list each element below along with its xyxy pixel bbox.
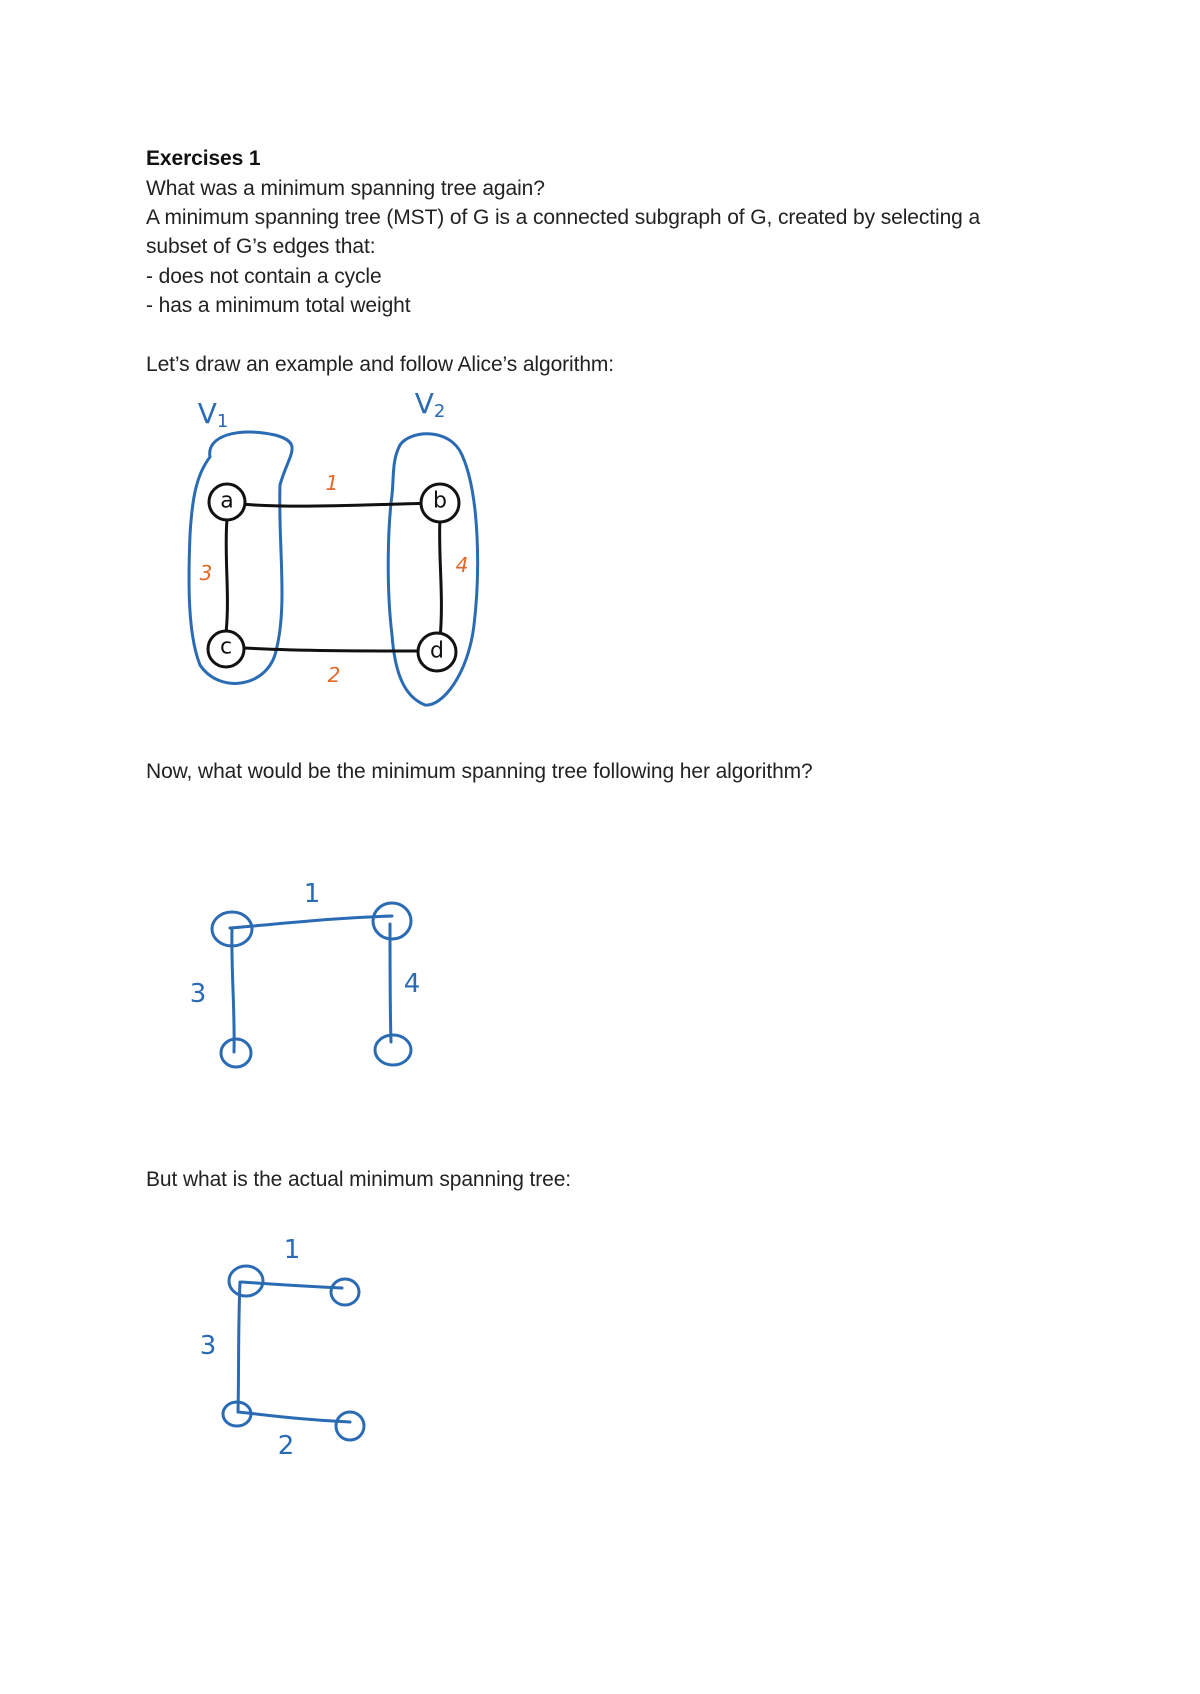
actual-edge-bottom <box>238 1412 350 1422</box>
weight-a-b: 1 <box>325 471 339 495</box>
alice-node-top-right <box>373 903 411 939</box>
actual-weight-left: 3 <box>199 1331 217 1361</box>
actual-weight-top: 1 <box>283 1235 301 1265</box>
set-v1-label <box>198 397 229 432</box>
node-a-label: a <box>220 488 234 514</box>
weight-b-d: 4 <box>455 553 469 577</box>
exercise-title: Exercises 1 <box>146 147 261 170</box>
edge-a-c <box>226 519 227 633</box>
alice-edge-right <box>390 924 391 1042</box>
actual-question: But what is the actual minimum spanning tree: <box>146 1168 572 1191</box>
alice-node-bottom-right <box>375 1035 411 1065</box>
set-v2-label <box>415 387 446 422</box>
actual-tree-figure <box>180 1235 400 1470</box>
node-d-label: d <box>430 638 444 664</box>
actual-edge-top <box>242 1282 342 1288</box>
set-v1-letter: V <box>197 396 217 430</box>
definition-line-2: subset of G’s edges that: <box>146 235 376 258</box>
set-v2-letter: V <box>414 386 434 420</box>
actual-node-top-right <box>331 1279 359 1305</box>
node-c-label: c <box>219 634 233 660</box>
edge-b-d <box>440 519 442 639</box>
example-intro: Let’s draw an example and follow Alice’s algorithm: <box>146 353 615 376</box>
actual-weight-bottom: 2 <box>277 1431 295 1461</box>
alice-tree-figure <box>180 880 440 1090</box>
edge-a-b <box>228 503 438 506</box>
bullet-min-weight: - has a minimum total weight <box>146 294 411 317</box>
weight-c-d: 2 <box>327 663 341 687</box>
alice-node-bottom-left <box>221 1039 251 1067</box>
set-v2-subscript: 2 <box>433 400 446 422</box>
alice-edge-top <box>230 916 392 928</box>
edge-c-d <box>244 648 422 651</box>
example-graph-figure <box>180 386 520 725</box>
actual-edge-left <box>238 1282 240 1412</box>
definition-line-1: A minimum spanning tree (MST) of G is a connected subgraph of G, created by selecting a <box>146 206 981 229</box>
weight-a-c: 3 <box>199 561 213 585</box>
bullet-no-cycle: - does not contain a cycle <box>146 265 382 288</box>
alice-weight-top: 1 <box>303 879 321 909</box>
followup-question: Now, what would be the minimum spanning tree following her algorithm? <box>146 760 813 783</box>
set-v1-subscript: 1 <box>216 410 229 432</box>
alice-weight-right: 4 <box>403 969 421 999</box>
actual-node-bottom-right <box>336 1412 364 1440</box>
question-line: What was a minimum spanning tree again? <box>146 177 545 200</box>
alice-weight-left: 3 <box>189 979 207 1009</box>
node-b-label: b <box>433 488 447 514</box>
